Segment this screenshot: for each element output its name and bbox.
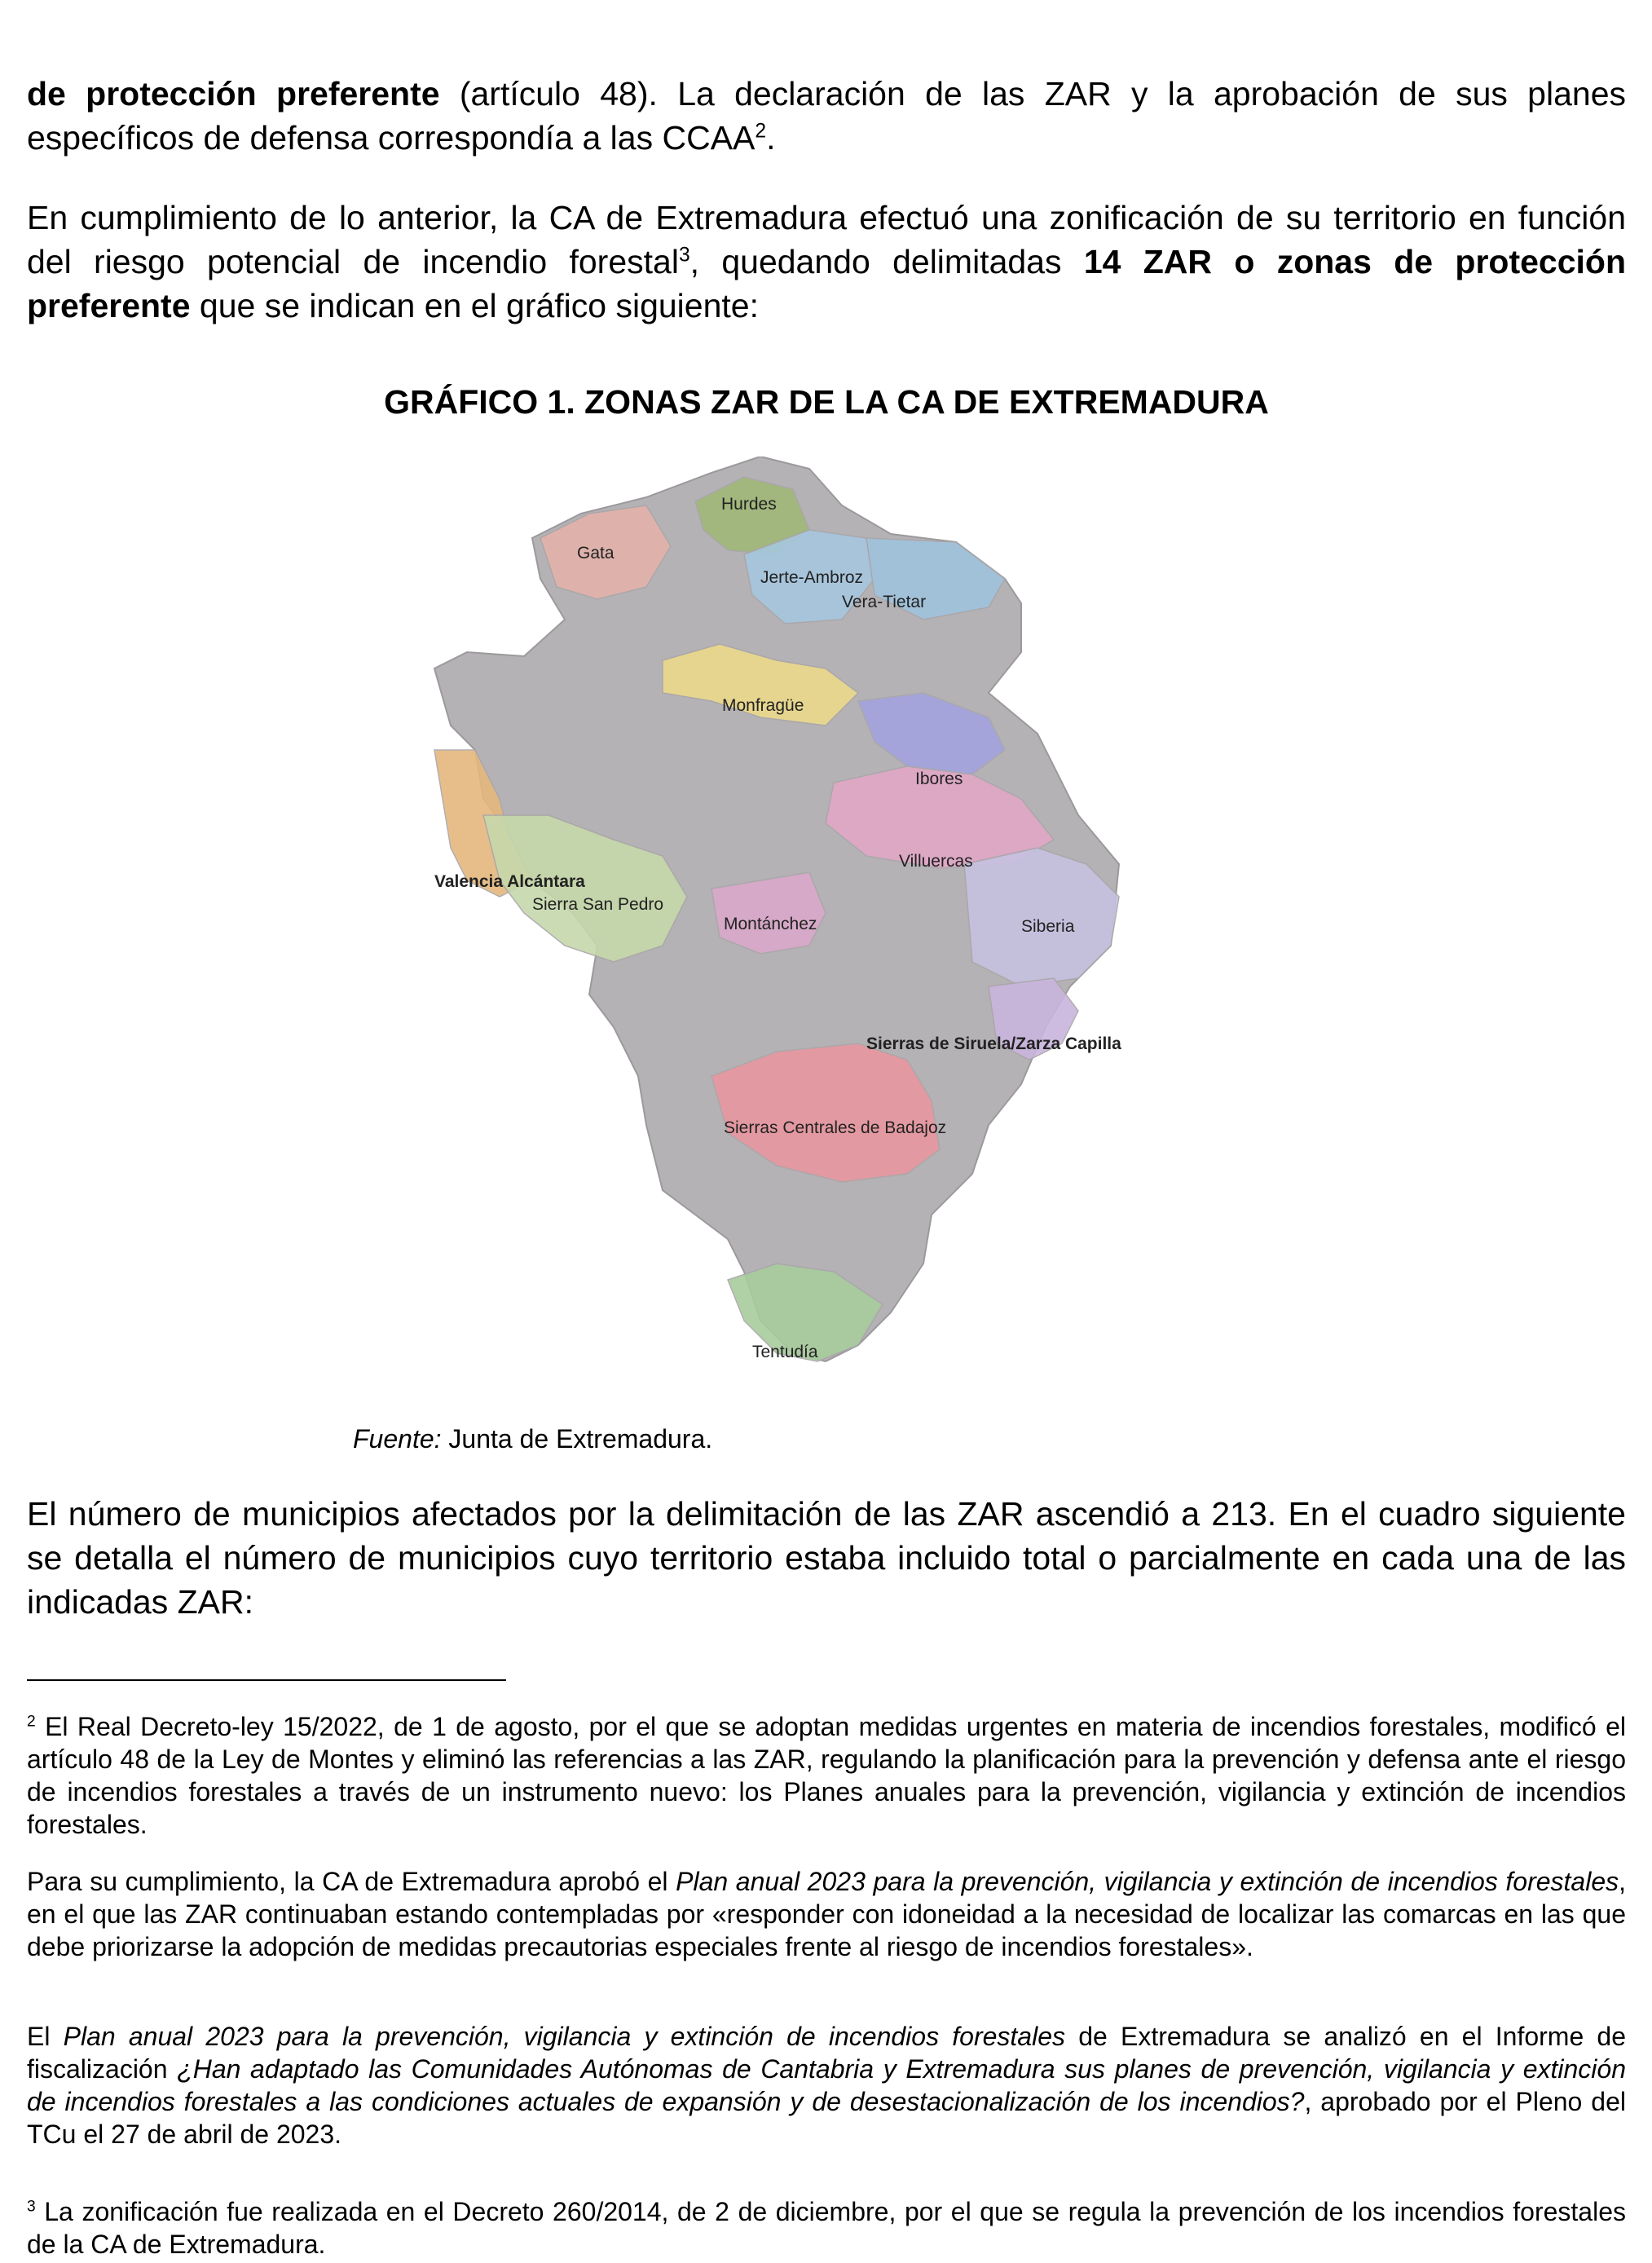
map-label-sierra-san-pedro: Sierra San Pedro bbox=[532, 895, 664, 914]
map-label-valencia-alcantara: Valencia Alcántara bbox=[434, 872, 585, 891]
footnote-text: La zonificación fue realizada en el Decreto 260/2014, de 2 de diciembre, por el que se regula la prevención de los incendios forestales de la CA de Extremadura. bbox=[27, 2197, 1626, 2259]
map-label-sierras-centrales-badajoz: Sierras Centrales de Badajoz bbox=[724, 1118, 947, 1137]
source-label: Fuente: bbox=[353, 1424, 442, 1454]
paragraph-text: . bbox=[766, 119, 776, 157]
paragraph-text: (artículo 48). La declaración de las ZAR y la aprobación de sus planes específicos de defensa correspondía a las CCAA bbox=[27, 75, 1626, 157]
footnote-2-continued bbox=[27, 1865, 1626, 1963]
footnote-text: , en el que las ZAR continuaban estando contempladas por «responder con idoneidad a la necesidad de localizar las comarcas en las que debe priorizarse la adopción de medidas precautorias especiales frente al riesgo de incendios forestales». bbox=[27, 1867, 1627, 1961]
map-label-vera-tietar: Vera-Tietar bbox=[842, 593, 927, 611]
footnote-2-report bbox=[27, 2020, 1626, 2151]
source-text: Junta de Extremadura. bbox=[441, 1424, 713, 1454]
footnote-separator bbox=[27, 1679, 506, 1681]
plan-title: Plan anual 2023 para la prevención, vigilancia y extinción de incendios forestales bbox=[676, 1867, 1619, 1896]
paragraph-zonification bbox=[27, 196, 1626, 328]
map-label-monfrague: Monfragüe bbox=[722, 696, 804, 715]
footnote-2 bbox=[27, 1710, 1626, 1841]
zar-map bbox=[402, 457, 1282, 1378]
bold-text: 14 ZAR o zonas de protección preferente bbox=[27, 243, 1626, 324]
figure-source bbox=[353, 1423, 712, 1455]
footnote-text: El bbox=[27, 2022, 64, 2051]
map-label-gata: Gata bbox=[577, 544, 615, 562]
paragraph-text: En cumplimiento de lo anterior, la CA de Extremadura efectuó una zonificación de su territorio en función del riesgo potencial de incendio forestal bbox=[27, 199, 1626, 280]
footnote-text: Para su cumplimiento, la CA de Extremadura aprobó el bbox=[27, 1867, 676, 1896]
footnote-ref-3[interactable]: 3 bbox=[678, 244, 690, 267]
map-label-villuercas: Villuercas bbox=[899, 852, 973, 871]
paragraph-zar-declaration bbox=[27, 72, 1626, 160]
footnote-3 bbox=[27, 2195, 1626, 2261]
map-label-montanchez: Montánchez bbox=[724, 915, 817, 933]
map-label-siruela-zarza-capilla: Sierras de Siruela/Zarza Capilla bbox=[866, 1034, 1121, 1053]
footnote-number: 3 bbox=[27, 2198, 36, 2216]
map-label-tentudia: Tentudía bbox=[752, 1343, 818, 1361]
map-label-ibores: Ibores bbox=[915, 770, 963, 788]
paragraph-text: que se indican en el gráfico siguiente: bbox=[190, 287, 759, 324]
map-label-siberia: Siberia bbox=[1021, 917, 1075, 936]
report-title: ¿Han adaptado las Comunidades Autónomas de Cantabria y Extremadura sus planes de prevención, vigilancia y extinción de incendios forestales a las condiciones actuales de expansión y de desestacionalización de los incendios? bbox=[27, 2054, 1627, 2116]
bold-text: de protección preferente bbox=[27, 75, 440, 112]
footnote-ref-2[interactable]: 2 bbox=[755, 120, 767, 143]
paragraph-municipalities: El número de municipios afectados por la delimitación de las ZAR ascendió a 213. En el cuadro siguiente se detalla el número de municipios cuyo territorio estaba incluido total o parcialmente en cada una de las indicadas ZAR: bbox=[27, 1495, 1626, 1621]
paragraph-text: , quedando delimitadas bbox=[689, 243, 1084, 280]
map-label-jerte-ambroz: Jerte-Ambroz bbox=[760, 568, 864, 587]
footnote-text: de Extremadura se analizó en el Informe de fiscalización bbox=[27, 2022, 1627, 2084]
figure-title: GRÁFICO 1. ZONAS ZAR DE LA CA DE EXTREMADURA bbox=[384, 383, 1269, 421]
map-label-hurdes: Hurdes bbox=[721, 495, 777, 514]
footnote-text: El Real Decreto-ley 15/2022, de 1 de agosto, por el que se adoptan medidas urgentes en materia de incendios forestales, modificó el artículo 48 de la Ley de Montes y eliminó las referencias a las ZAR, regulando la planificación para la prevención y defensa ante el riesgo de incendios forestales a través de un instrumento nuevo: los Planes anuales para la prevención, vigilancia y extinción de incendios forestales. bbox=[27, 1712, 1626, 1839]
plan-title: Plan anual 2023 para la prevención, vigilancia y extinción de incendios forestales bbox=[63, 2022, 1066, 2051]
footnote-text: , aprobado por el Pleno del TCu el 27 de abril de 2023. bbox=[27, 2087, 1627, 2149]
footnote-number: 2 bbox=[27, 1713, 36, 1731]
